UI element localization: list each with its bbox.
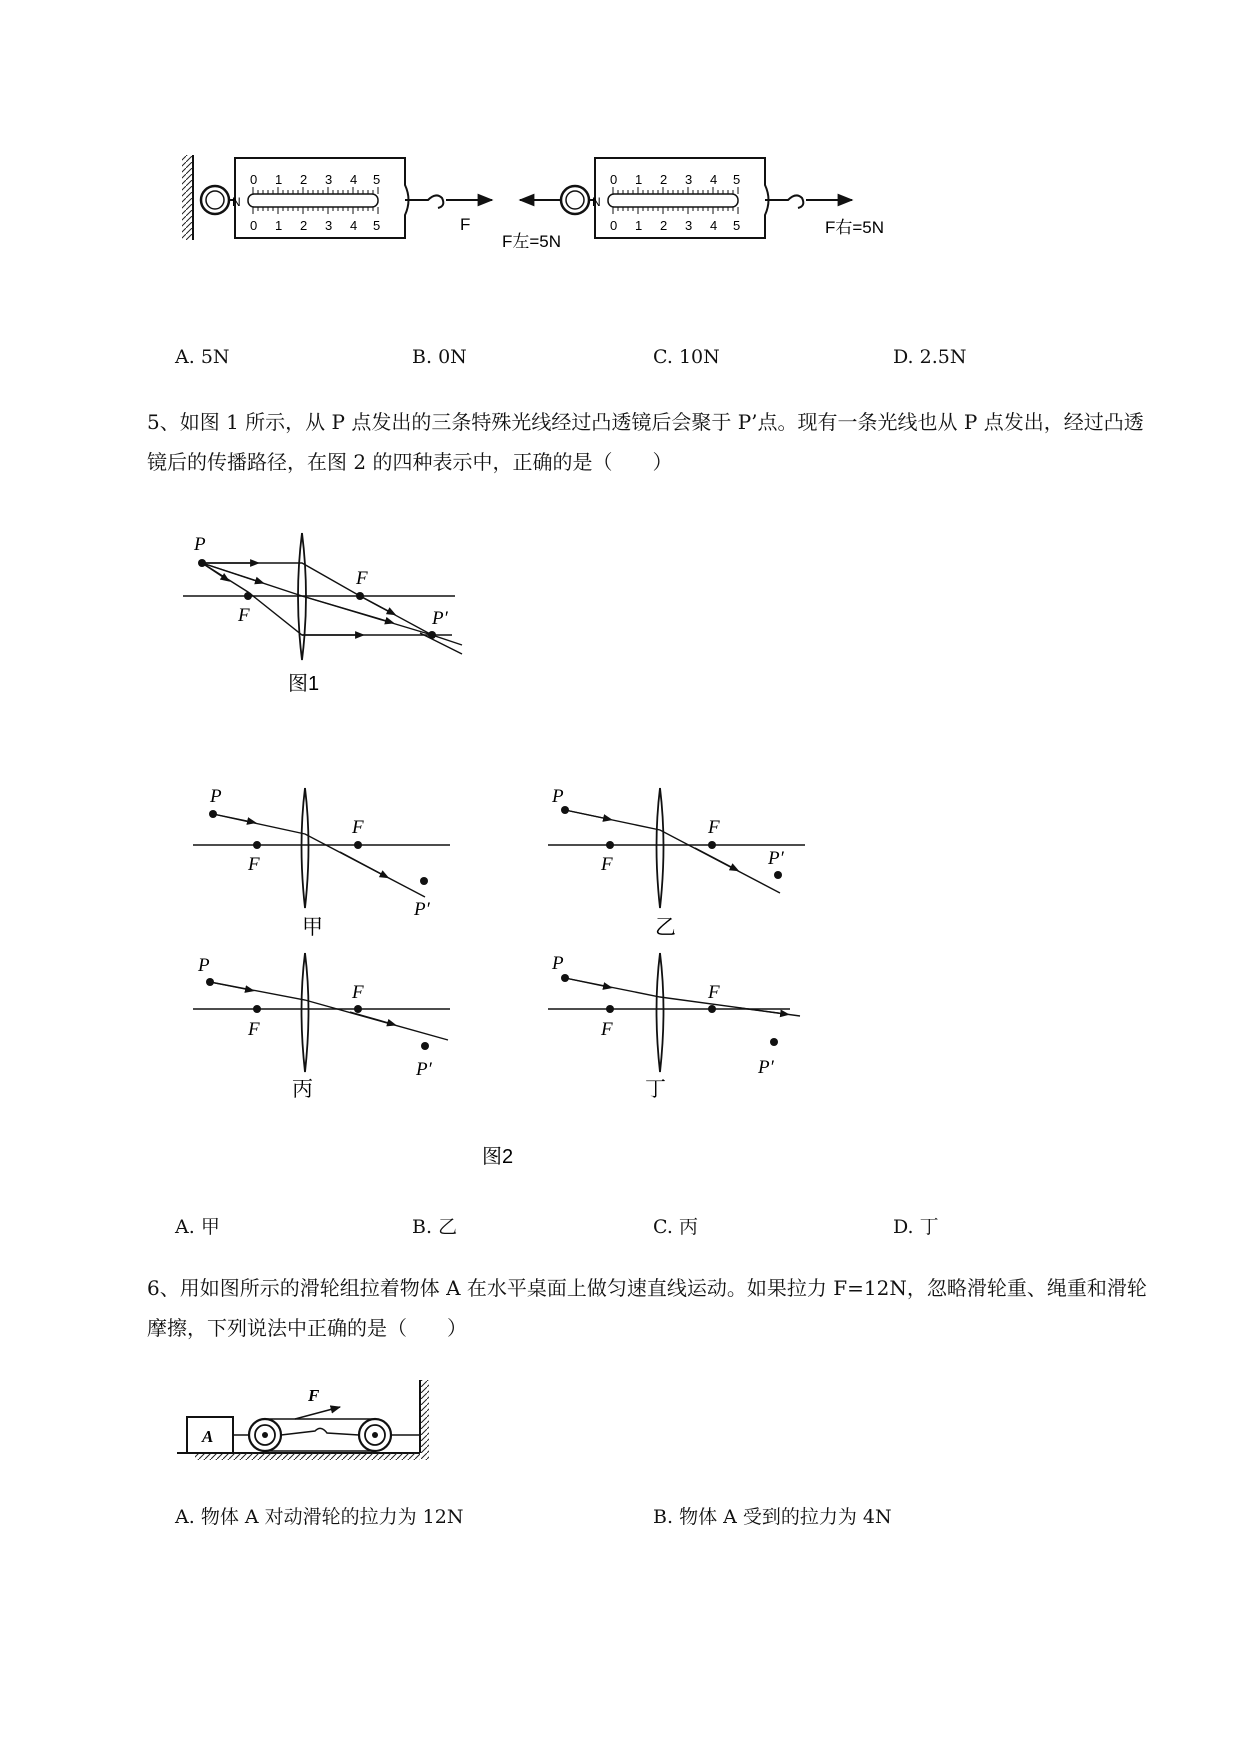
panel-label-yi: 乙 (655, 916, 676, 939)
label-f-left: F (238, 605, 250, 626)
svg-text:P′: P′ (416, 1059, 432, 1080)
svg-text:P: P (552, 953, 564, 974)
q6-number: 6、 (147, 1276, 180, 1300)
scale-num-1: 1 (635, 172, 643, 187)
label-block-a: A (202, 1427, 214, 1446)
scale-num-2: 2 (300, 172, 308, 187)
q5-option-a[interactable]: A. 甲 (175, 1216, 220, 1238)
scale-num-2: 2 (660, 172, 668, 187)
wall (182, 155, 192, 240)
scale-num-3: 3 (685, 172, 693, 187)
scale-unit: N (232, 195, 241, 209)
panel-jia (193, 786, 450, 939)
force-label-right: F右=5N (825, 218, 885, 237)
scale-num-0: 0 (250, 218, 258, 233)
scale-num-1: 1 (275, 218, 283, 233)
svg-text:P′: P′ (768, 848, 784, 869)
q5-option-b[interactable]: B. 乙 (412, 1216, 458, 1238)
q5-option-d[interactable]: D. 丁 (893, 1216, 939, 1238)
spring-scale-left (201, 158, 492, 238)
q4-option-b[interactable]: B. 0N (412, 346, 467, 368)
svg-text:P′: P′ (414, 899, 430, 920)
q6-text: 用如图所示的滑轮组拉着物体 A 在水平桌面上做匀速直线运动。如果拉力 F=12N，忽略滑轮重、绳重和滑轮摩擦，下列说法中正确的是（ ） (147, 1276, 1147, 1340)
scale-unit: N (592, 195, 601, 209)
q4-option-a[interactable]: A. 5N (175, 346, 230, 368)
q5-option-c[interactable]: C. 丙 (653, 1216, 698, 1238)
scale-num-2: 2 (660, 218, 668, 233)
svg-text:P: P (210, 786, 222, 807)
scale-num-0: 0 (250, 172, 258, 187)
q6-stem (147, 1268, 1157, 1348)
scale-num-3: 3 (685, 218, 693, 233)
scale-num-0: 0 (610, 218, 618, 233)
caption-fig2: 图2 (482, 1146, 514, 1168)
svg-text:F: F (352, 982, 364, 1003)
q4-option-d[interactable]: D. 2.5N (893, 346, 967, 368)
scale-num-2: 2 (300, 218, 308, 233)
q6-option-a[interactable]: A. 物体 A 对动滑轮的拉力为 12N (175, 1506, 464, 1528)
svg-text:F: F (601, 1019, 613, 1040)
scale-num-0: 0 (610, 172, 618, 187)
lens-figure-2 (180, 778, 830, 1168)
scale-num-4: 4 (710, 218, 718, 233)
svg-text:F: F (352, 817, 364, 838)
scale-num-4: 4 (350, 218, 358, 233)
scale-num-5: 5 (373, 218, 381, 233)
scale-num-4: 4 (350, 172, 358, 187)
scale-num-5: 5 (733, 218, 741, 233)
q5-text: 如图 1 所示，从 P 点发出的三条特殊光线经过凸透镜后会聚于 P’点。现有一条光线也从 P 点发出，经过凸透镜后的传播路径，在图 2 的四种表示中，正确的是（ ） (147, 410, 1144, 474)
scale-num-1: 1 (635, 218, 643, 233)
svg-text:F: F (708, 817, 720, 838)
q4-option-c[interactable]: C. 10N (653, 346, 720, 368)
pulley-figure (175, 1375, 435, 1465)
svg-text:P: P (552, 786, 564, 807)
scale-num-5: 5 (733, 172, 741, 187)
panel-bing (193, 953, 450, 1101)
panel-label-bing: 丙 (292, 1078, 313, 1101)
panel-ding (548, 953, 800, 1101)
caption-fig1: 图1 (288, 673, 320, 695)
force-label-f: F (460, 215, 471, 234)
q6-option-b[interactable]: B. 物体 A 受到的拉力为 4N (653, 1506, 892, 1528)
q5-stem (147, 402, 1157, 482)
spring-scale-figure (180, 150, 1020, 260)
svg-text:F: F (248, 854, 260, 875)
scale-num-4: 4 (710, 172, 718, 187)
panel-label-jia: 甲 (302, 916, 323, 939)
q5-number: 5、 (147, 410, 180, 434)
pull-force-arrow (295, 1407, 340, 1419)
panel-yi (548, 786, 805, 939)
scale-num-3: 3 (325, 218, 333, 233)
spring-scale-right (520, 158, 852, 238)
scale-num-5: 5 (373, 172, 381, 187)
svg-text:P: P (198, 955, 210, 976)
label-p-prime: P′ (432, 608, 448, 629)
svg-text:F: F (248, 1019, 260, 1040)
svg-text:P′: P′ (758, 1057, 774, 1078)
lens-figure-1 (180, 528, 480, 703)
svg-text:F: F (708, 982, 720, 1003)
label-force-f: F (308, 1386, 320, 1405)
label-p: P (194, 534, 206, 555)
svg-text:F: F (601, 854, 613, 875)
scale-num-3: 3 (325, 172, 333, 187)
force-label-left: F左=5N (502, 232, 562, 251)
scale-num-1: 1 (275, 172, 283, 187)
label-f-right: F (356, 568, 368, 589)
panel-label-ding: 丁 (645, 1078, 666, 1101)
